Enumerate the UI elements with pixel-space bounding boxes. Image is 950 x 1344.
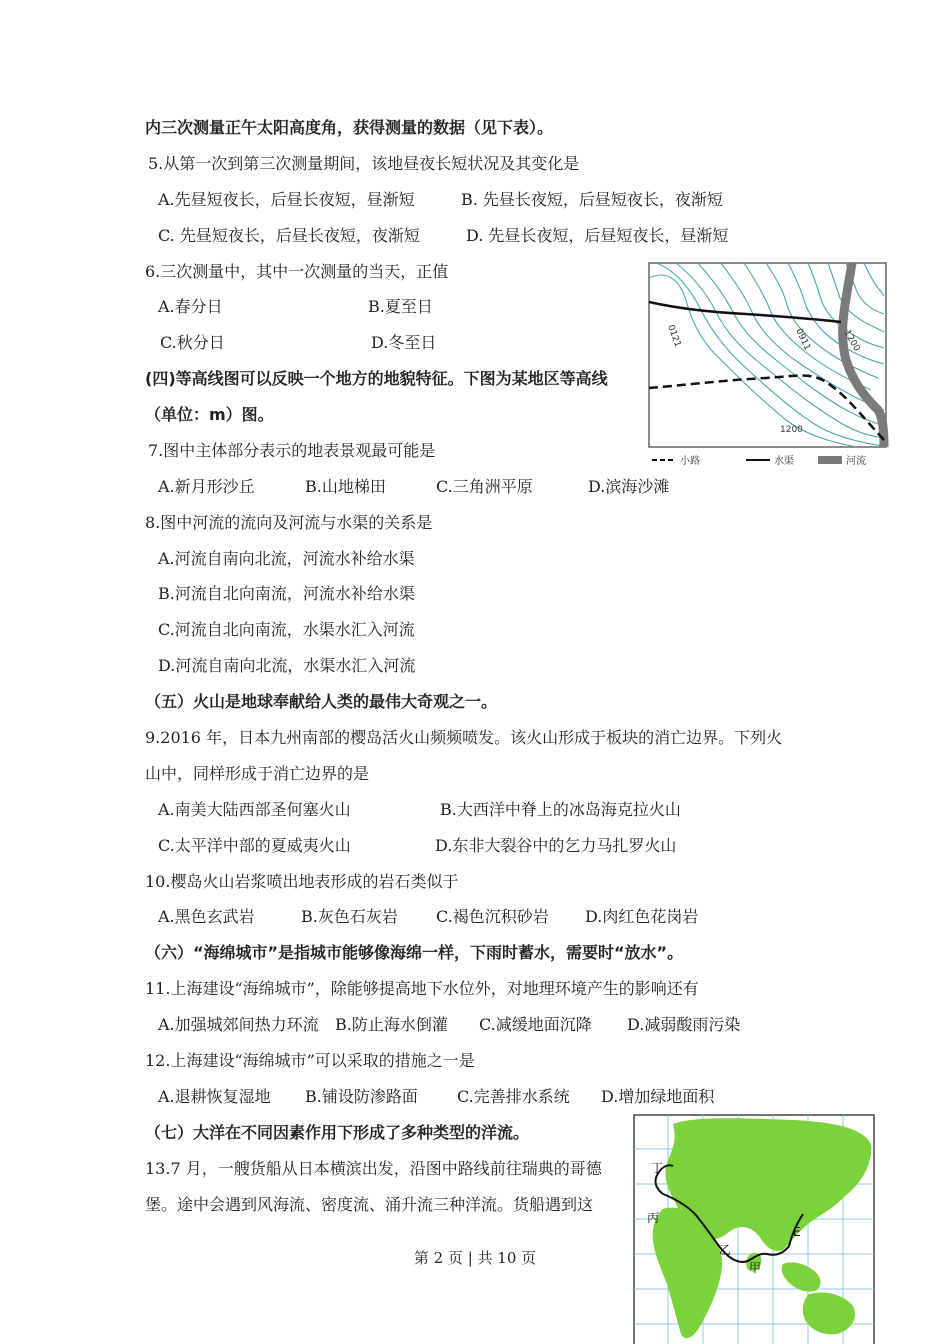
- q6-option-c: C.秋分日: [160, 333, 225, 352]
- q10-option-c: C.褐色沉积砂岩: [436, 907, 549, 926]
- q11-option-b: B.防止海水倒灌: [335, 1015, 448, 1034]
- q11-option-c: C.减缓地面沉降: [479, 1015, 592, 1034]
- q9-option-c: C.太平洋中部的夏威夷火山: [158, 836, 351, 855]
- q7-option-c: C.三角洲平原: [436, 477, 533, 496]
- q12-option-b: B.铺设防渗路面: [305, 1087, 418, 1106]
- marker-yi: 乙: [719, 1243, 732, 1257]
- marker-e: E: [793, 1225, 801, 1239]
- contour-label-2: 0911: [793, 327, 813, 353]
- marker-ding: 丁: [651, 1161, 664, 1175]
- q5-option-b: B. 先昼长夜短，后昼短夜长，夜渐短: [461, 190, 723, 209]
- question-12: 12.上海建设“海绵城市”可以采取的措施之一是: [145, 1051, 475, 1070]
- section-7-heading: （七）大洋在不同因素作用下形成了多种类型的洋流。: [145, 1123, 530, 1142]
- q12-option-c: C.完善排水系统: [457, 1087, 570, 1106]
- question-9: 9.2016 年，日本九州南部的樱岛活火山频频喷发。该火山形成于板块的消亡边界。下列火: [145, 728, 783, 747]
- section-5-heading: （五）火山是地球奉献给人类的最伟大奇观之一。: [145, 692, 498, 711]
- q10-option-b: B.灰色石灰岩: [301, 907, 398, 926]
- q5-option-d: D. 先昼长夜短，后昼短夜长，昼渐短: [466, 226, 729, 245]
- marker-bing: 丙: [647, 1211, 660, 1225]
- question-13-cont: 堡。途中会遇到风海流、密度流、涌升流三种洋流。货船遇到这: [145, 1195, 594, 1214]
- marker-jia: 甲: [749, 1261, 762, 1275]
- q10-option-d: D.肉红色花岗岩: [585, 907, 699, 926]
- q8-option-c: C.河流自北向南流，水渠水汇入河流: [158, 620, 415, 639]
- contour-label-4: 1200: [780, 425, 803, 435]
- section-4-heading-cont: （单位：m）图。: [145, 405, 274, 424]
- q7-option-d: D.滨海沙滩: [588, 477, 670, 496]
- world-map: [633, 1114, 875, 1344]
- q7-option-b: B.山地梯田: [305, 477, 386, 496]
- q12-option-d: D.增加绿地面积: [601, 1087, 715, 1106]
- intro-text: 内三次测量正午太阳高度角，获得测量的数据（见下表）。: [145, 118, 554, 137]
- contour-map: [646, 260, 889, 472]
- q9-option-a: A.南美大陆西部圣何塞火山: [158, 800, 351, 819]
- q6-option-d: D.冬至日: [371, 333, 437, 352]
- q8-option-d: D.河流自南向北流，水渠水汇入河流: [158, 656, 416, 675]
- q11-option-d: D.减弱酸雨污染: [627, 1015, 741, 1034]
- q6-option-a: A.春分日: [158, 297, 223, 316]
- question-8: 8.图中河流的流向及河流与水渠的关系是: [145, 513, 433, 532]
- q6-option-b: B.夏至日: [368, 297, 433, 316]
- question-5: 5.从第一次到第三次测量期间，该地昼夜长短状况及其变化是: [148, 154, 580, 173]
- question-7: 7.图中主体部分表示的地表景观最可能是: [148, 441, 436, 460]
- q5-option-a: A.先昼短夜长，后昼长夜短，昼渐短: [158, 190, 415, 209]
- legend-river-label: 河流: [846, 456, 866, 467]
- q11-option-a: A.加强城郊间热力环流: [158, 1015, 319, 1034]
- q9-option-b: B.大西洋中脊上的冰岛海克拉火山: [440, 800, 681, 819]
- question-9-cont: 山中，同样形成于消亡边界的是: [145, 764, 370, 783]
- q8-option-a: A.河流自南向北流，河流水补给水渠: [158, 549, 415, 568]
- q10-option-a: A.黑色玄武岩: [158, 907, 255, 926]
- q5-option-c: C. 先昼短夜长，后昼长夜短，夜渐短: [158, 226, 420, 245]
- legend-canal-label: 水渠: [774, 456, 794, 467]
- question-11: 11.上海建设“海绵城市”，除能够提高地下水位外，对地理环境产生的影响还有: [145, 979, 699, 998]
- section-6-heading: （六）“海绵城市”是指城市能够像海绵一样，下雨时蓄水，需要时“放水”。: [145, 943, 684, 962]
- contour-label-3: 1200: [841, 328, 862, 354]
- question-10: 10.樱岛火山岩浆喷出地表形成的岩石类似于: [145, 872, 459, 891]
- legend-path-label: 小路: [680, 456, 700, 467]
- q9-option-d: D.东非大裂谷中的乞力马扎罗火山: [435, 836, 677, 855]
- section-4-heading: (四)等高线图可以反映一个地方的地貌特征。下图为某地区等高线: [145, 369, 608, 388]
- question-13: 13.7 月，一艘货船从日本横滨出发，沿图中路线前往瑞典的哥德: [145, 1159, 602, 1178]
- q12-option-a: A.退耕恢复湿地: [158, 1087, 271, 1106]
- page-footer: 第 2 页 | 共 10 页: [413, 1249, 537, 1267]
- contour-legend: [652, 454, 866, 467]
- question-6: 6.三次测量中，其中一次测量的当天，正值: [145, 262, 449, 281]
- q7-option-a: A.新月形沙丘: [158, 477, 255, 496]
- q8-option-b: B.河流自北向南流，河流水补给水渠: [158, 584, 415, 603]
- contour-label-1: 0121: [665, 323, 683, 349]
